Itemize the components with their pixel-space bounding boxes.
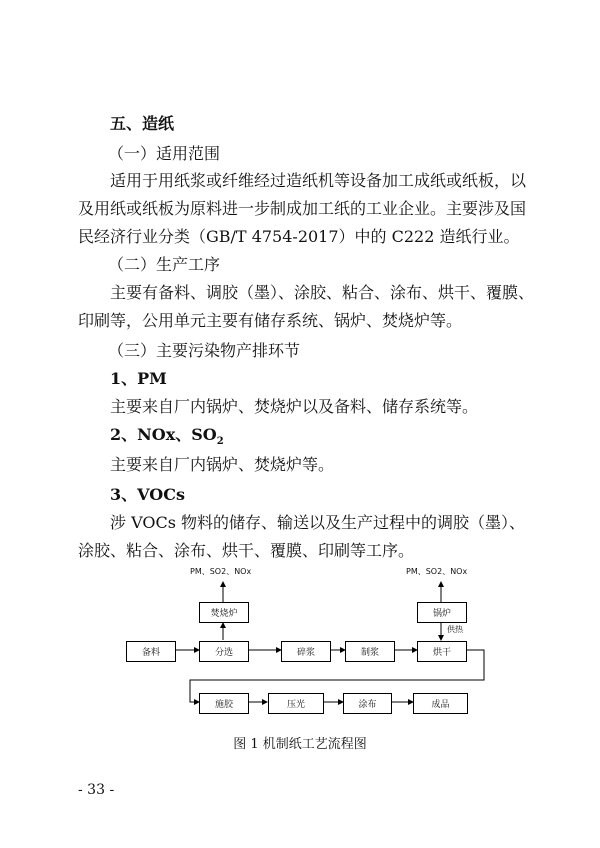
step-drying-box: 烘干: [417, 641, 467, 662]
emission-label-right: PM、SO2、NOx: [406, 567, 468, 576]
section-heading: 五、造纸: [110, 114, 175, 133]
paragraph-scope-line-3: 民经济行业分类（GB/T 4754-2017）中的 C222 造纸行业。: [78, 227, 520, 246]
item-nox-text: 主要来自厂内锅炉、焚烧炉等。: [110, 455, 335, 474]
paragraph-scope-line-1: 适用于用纸浆或纤维经过造纸机等设备加工成纸或纸板，以: [110, 171, 527, 190]
subscript-2: 2: [216, 436, 224, 448]
subheading-pollutants: （三）主要污染物产排环节: [108, 341, 301, 360]
item-nox-title: 2、NOx、$SO_2$: [110, 425, 224, 448]
figure-caption: 图 1 机制纸工艺流程图: [233, 737, 367, 752]
step-product-box: 成品: [413, 693, 468, 714]
paragraph-vocs-line-1: 涉 VOCs 物料的储存、输送以及生产过程中的调胶（墨）、: [110, 513, 526, 532]
item-pm-title: 1、PM: [110, 369, 167, 388]
subheading-scope: （一）适用范围: [108, 144, 221, 163]
page-number: - 33 -: [78, 782, 115, 798]
heat-supply-label: 供热: [447, 625, 463, 634]
step-calendering-box: 压光: [268, 693, 324, 714]
paragraph-vocs-line-2: 涂胶、粘合、涂布、烘干、覆膜、印刷等工序。: [78, 541, 415, 560]
emission-label-left: PM、SO2、NOx: [190, 567, 252, 576]
incinerator-box: 焚烧炉: [199, 602, 249, 623]
step-prep-box: 备料: [126, 641, 176, 662]
item-vocs-title: 3、VOCs: [110, 485, 185, 504]
step-pulp-making-box: 制浆: [345, 641, 395, 662]
step-pulping-box: 碎浆: [281, 641, 331, 662]
step-sorting-box: 分选: [199, 641, 249, 662]
item-pm-text: 主要来自厂内锅炉、焚烧炉以及备料、储存系统等。: [110, 397, 479, 416]
step-sizing-box: 施胶: [199, 693, 249, 714]
boiler-box: 锅炉: [417, 602, 467, 623]
paragraph-scope-line-2: 及用纸或纸板为原料进一步制成加工纸的工业企业。主要涉及国: [78, 199, 527, 218]
paragraph-process-line-1: 主要有备料、调胶（墨）、涂胶、粘合、涂布、烘干、覆膜、: [110, 283, 535, 302]
paragraph-process-line-2: 印刷等，公用单元主要有储存系统、锅炉、焚烧炉等。: [78, 311, 463, 330]
step-coating-box: 涂布: [343, 693, 392, 714]
subheading-process: （二）生产工序: [108, 255, 221, 274]
